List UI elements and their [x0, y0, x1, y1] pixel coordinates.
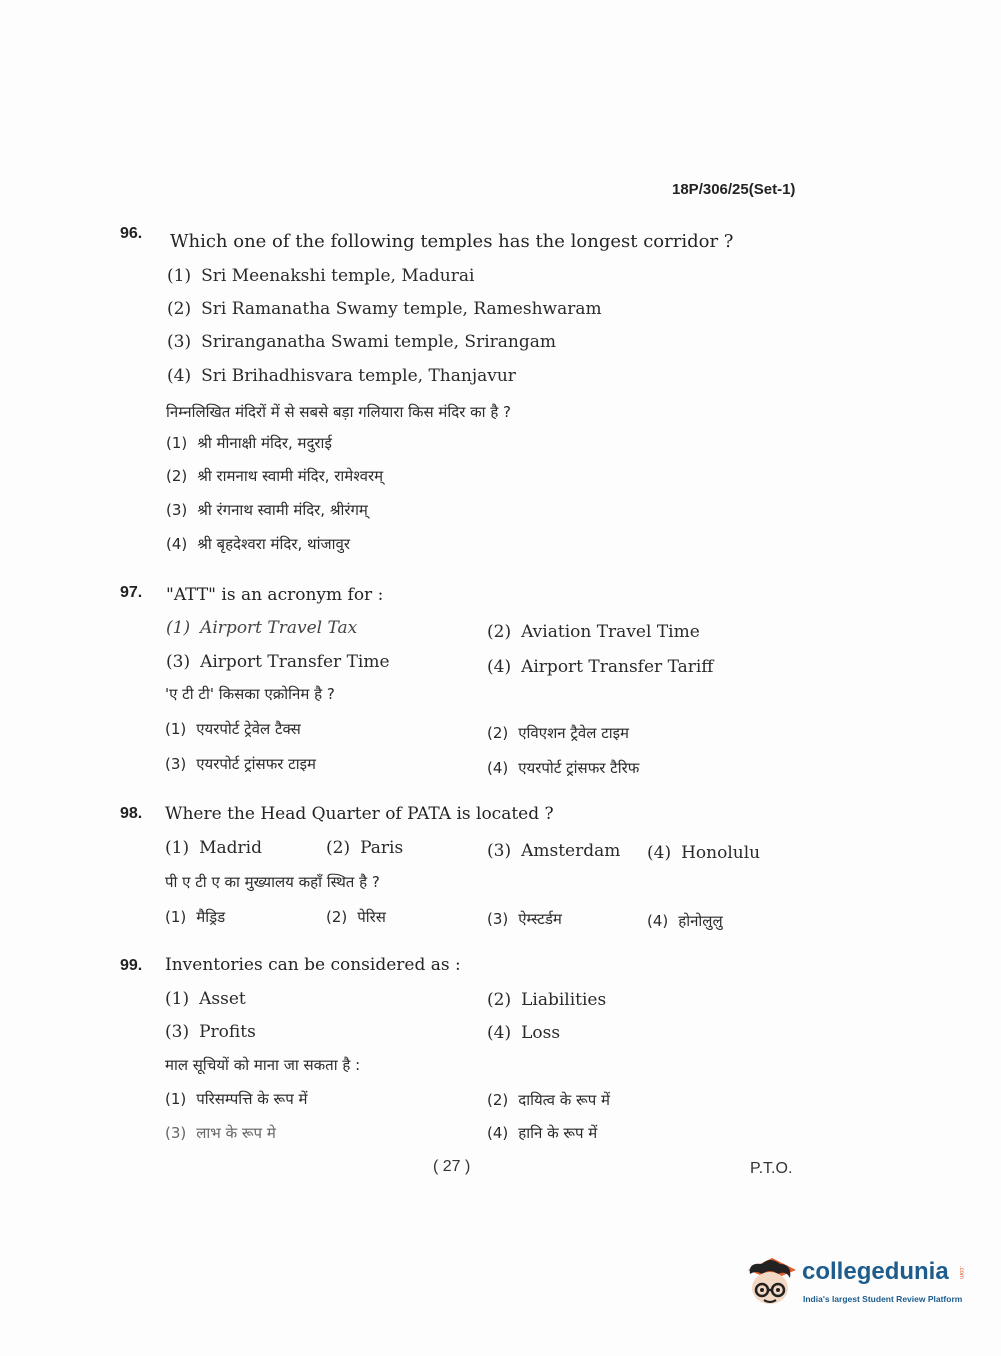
- question-number: 97.: [120, 584, 143, 601]
- option-hi: (3) एयरपोर्ट ट्रांसफर टाइम: [165, 755, 316, 773]
- question-number: 98.: [120, 805, 143, 822]
- option-hi: (4) एयरपोर्ट ट्रांसफर टैरिफ: [487, 759, 640, 777]
- option-hi: (4) श्री बृहदेश्वरा मंदिर, थांजावुर: [166, 535, 350, 553]
- brand-suffix: .com: [958, 1266, 964, 1280]
- option-en: (2) Sri Ramanatha Swamy temple, Rameshwaram: [167, 299, 602, 319]
- option-hi: (2) एविएशन ट्रैवेल टाइम: [487, 724, 629, 742]
- pto-label: P.T.O.: [750, 1160, 793, 1177]
- question-text-hi: पी ए टी ए का मुख्यालय कहाँ स्थित है ?: [165, 873, 380, 891]
- option-hi: (2) दायित्व के रूप में: [487, 1091, 610, 1109]
- option-hi: (4) हानि के रूप में: [487, 1124, 598, 1142]
- option-en: (2) Aviation Travel Time: [487, 622, 700, 642]
- option-hi: (1) श्री मीनाक्षी मंदिर, मदुराई: [166, 434, 332, 452]
- option-en: (1) Airport Travel Tax: [166, 618, 358, 638]
- option-en: (3) Airport Transfer Time: [166, 652, 390, 672]
- option-hi: (4) होनोलुलु: [647, 912, 723, 930]
- option-en: (3) Amsterdam: [487, 841, 621, 861]
- brand-name: collegedunia: [802, 1258, 949, 1285]
- option-hi: (2) श्री रामनाथ स्वामी मंदिर, रामेश्वरम्: [166, 467, 384, 485]
- option-en: (2) Liabilities: [487, 990, 607, 1010]
- option-en: (4) Honolulu: [647, 843, 761, 863]
- option-en: (3) Sriranganatha Swami temple, Srirangam: [167, 332, 556, 352]
- option-en: (1) Sri Meenakshi temple, Madurai: [167, 266, 475, 286]
- option-en: (3) Profits: [165, 1022, 256, 1042]
- question-text-en: "ATT" is an acronym for :: [166, 585, 384, 605]
- option-hi: (1) एयरपोर्ट ट्रेवेल टैक्स: [165, 720, 301, 738]
- option-hi: (3) श्री रंगनाथ स्वामी मंदिर, श्रीरंगम्: [166, 501, 368, 519]
- option-en: (2) Paris: [326, 838, 404, 858]
- question-text-en: Which one of the following temples has the longest corridor ?: [170, 231, 734, 252]
- option-en: (1) Madrid: [165, 838, 262, 858]
- option-hi: (2) पेरिस: [326, 908, 386, 926]
- question-number: 96.: [120, 225, 143, 242]
- option-hi: (1) मैड्रिड: [165, 908, 226, 926]
- brand-tagline: India's largest Student Review Platform: [803, 1294, 963, 1304]
- question-text-hi: निम्नलिखित मंदिरों में से सबसे बड़ा गलियारा किस मंदिर का है ?: [166, 403, 512, 421]
- option-en: (4) Loss: [487, 1023, 561, 1043]
- question-text-en: Where the Head Quarter of PATA is located ?: [165, 804, 554, 824]
- question-text-en: Inventories can be considered as :: [165, 955, 461, 975]
- mascot-logo-icon: [742, 1252, 800, 1310]
- paper-code: 18P/306/25(Set-1): [672, 181, 796, 198]
- option-hi: (3) ऐम्स्टर्डम: [487, 910, 562, 928]
- question-text-hi: 'ए टी टी' किसका एक्रोनिम है ?: [165, 685, 335, 703]
- option-en: (1) Asset: [165, 989, 246, 1009]
- collegedunia-watermark: [742, 1252, 972, 1312]
- question-text-hi: माल सूचियों को माना जा सकता है :: [165, 1056, 361, 1074]
- option-en: (4) Sri Brihadhisvara temple, Thanjavur: [167, 366, 516, 386]
- page-number: ( 27 ): [433, 1158, 471, 1175]
- option-hi: (3) लाभ के रूप मे: [165, 1124, 276, 1142]
- option-en: (4) Airport Transfer Tariff: [487, 657, 714, 677]
- question-number: 99.: [120, 957, 143, 974]
- option-hi: (1) परिसम्पत्ति के रूप में: [165, 1090, 308, 1108]
